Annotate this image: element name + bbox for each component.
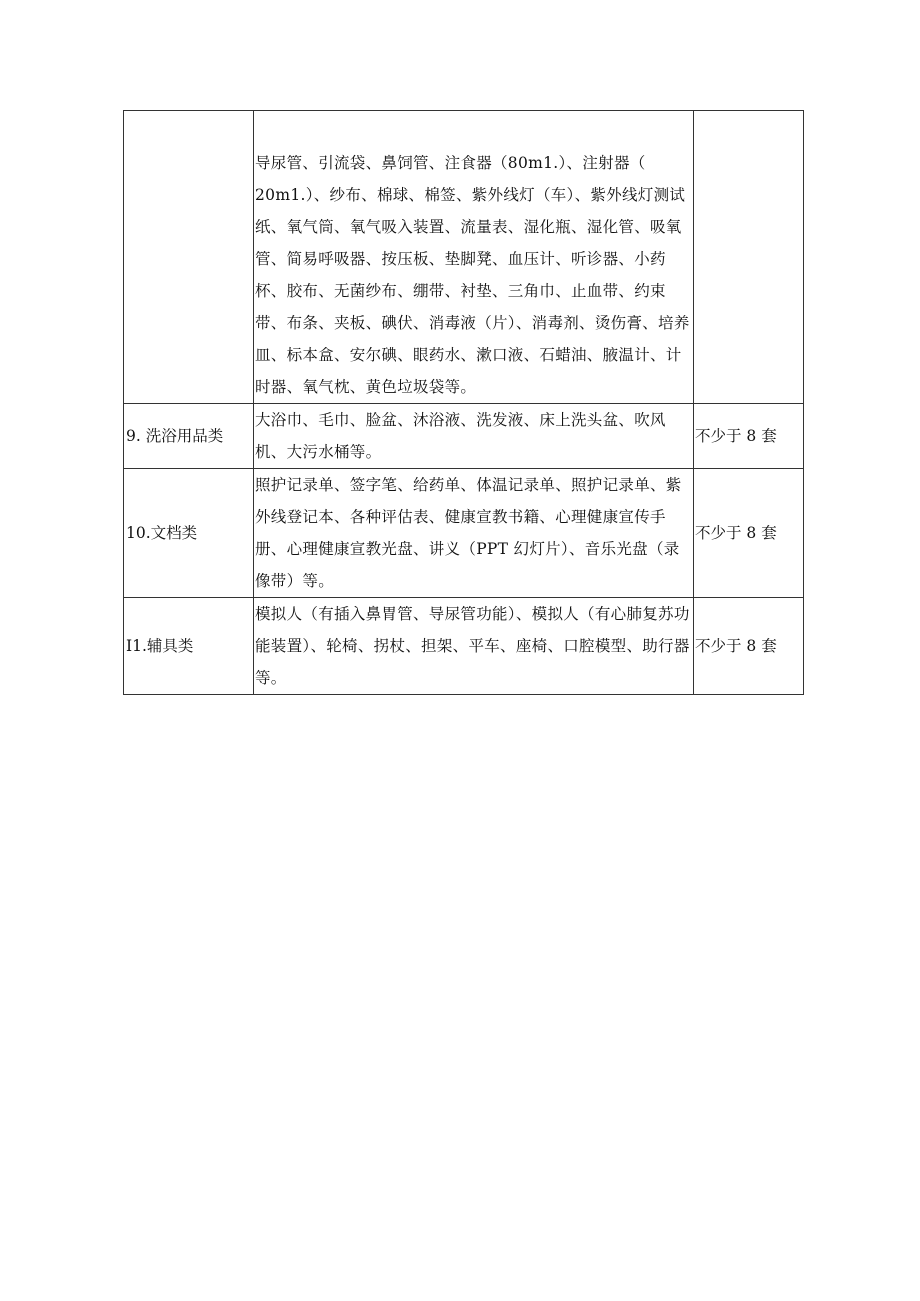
table-row: [124, 404, 804, 469]
equipment-table: [123, 110, 804, 695]
items-cell: 大浴巾、毛巾、脸盆、沐浴液、洗发液、床上洗头盆、吹风机、大污水桶等。: [254, 404, 694, 469]
items-cell: 照护记录单、签字笔、给药单、体温记录单、照护记录单、紫外线登记本、各种评估表、健康宣教书籍、心理健康宣传手册、心理健康宣教光盘、讲义（PPT 幻灯片）、音乐光盘（录像带）等。: [254, 469, 694, 598]
table-row: [124, 598, 804, 695]
table-row: [124, 111, 804, 404]
items-cell: 模拟人（有插入鼻胃管、导尿管功能）、模拟人（有心肺复苏功能装置）、轮椅、拐杖、担架、平车、座椅、口腔模型、助行器等。: [254, 598, 694, 695]
items-cell: 导尿管、引流袋、鼻饲管、注食器（80m1.）、注射器（ 20m1.）、纱布、棉球、棉签、紫外线灯（车）、紫外线灯测试纸、氧气筒、氧气吸入装置、流量表、湿化瓶、湿化管、吸氧管、简易呼吸器、按压板、垫脚凳、血压计、听诊器、小药杯、胶布、无菌纱布、绷带、衬垫、三角巾、止血带、约束带、布条、夹板、碘伏、消毒液（片）、消毒剂、烫伤膏、培养皿、标本盒、安尔碘、眼药水、漱口液、石蜡油、腋温计、计时器、氧气枕、黄色垃圾袋等。: [254, 111, 694, 404]
category-cell: 10.文档类: [124, 469, 254, 598]
table-row: [124, 469, 804, 598]
quantity-cell: 不少于 8 套: [694, 598, 804, 695]
category-cell: [124, 111, 254, 404]
quantity-cell: 不少于 8 套: [694, 404, 804, 469]
quantity-cell: [694, 111, 804, 404]
quantity-cell: 不少于 8 套: [694, 469, 804, 598]
category-cell: 9. 洗浴用品类: [124, 404, 254, 469]
category-cell: I1.辅具类: [124, 598, 254, 695]
